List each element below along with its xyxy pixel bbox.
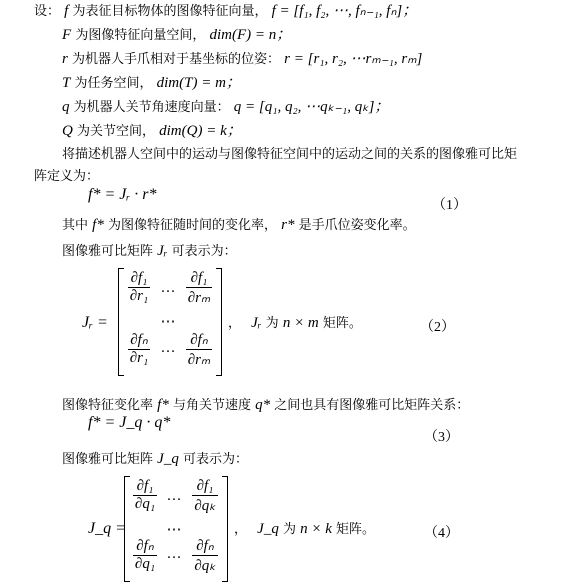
line-joint-relation <box>62 396 469 415</box>
equation-4-lhs: J_q = <box>88 520 126 537</box>
r-description: 为机器人手爪相对于基坐标的位姿： <box>71 52 280 67</box>
dimension-n-by-m: n × m <box>282 315 319 331</box>
matrix-cell-n1: $\frac{\text{∂fₙ}}{\text{∂r₁}}$ <box>129 332 149 366</box>
q-description: 为机器人关节角速度向量： <box>73 100 230 115</box>
equation-4-note <box>234 520 375 539</box>
symbol-q: q <box>62 99 70 115</box>
r-vector-equation: r = [r₁, r₂, ⋯rₘ₋₁, rₘ] <box>284 51 423 67</box>
F-dimension: dim(F) = n； <box>209 27 292 43</box>
matrix-q-hdots-bottom: … <box>166 546 182 562</box>
symbol-F: F <box>62 27 72 43</box>
matrix-cell-1m: $\frac{\text{∂f₁}}{\text{∂rₘ}}$ <box>187 270 211 306</box>
matrix-q-cell-11: $\frac{\text{∂f₁}}{\text{∂q₁}}$ <box>134 478 156 512</box>
symbol-f-rate-2: f* <box>157 397 169 413</box>
matrix-hdots-bottom: … <box>160 340 176 356</box>
symbol-f-rate: f* <box>92 217 104 233</box>
T-description: 为任务空间， <box>74 76 153 91</box>
matrix-cell-11: $\frac{\text{∂f₁}}{\text{∂r₁}}$ <box>129 270 149 304</box>
text-joint-velocity: 与角关节速度 <box>172 398 251 413</box>
jacobian-matrix-r <box>118 268 222 376</box>
paragraph-jacobian-intro-cont: 阵定义为： <box>34 169 100 184</box>
line-rates <box>62 216 416 235</box>
equation-2-note <box>228 314 362 333</box>
symbol-f: f <box>64 3 69 19</box>
comma-2: ， <box>234 522 248 537</box>
matrix-q-cell-n1: $\frac{\text{∂fₙ}}{\text{∂q₁}}$ <box>134 538 156 572</box>
text-qizhong: 其中 <box>62 218 89 233</box>
symbol-r: r <box>62 51 68 67</box>
line-Jr-intro <box>62 242 237 261</box>
symbol-Q: Q <box>62 123 73 139</box>
line-T-definition <box>62 74 241 93</box>
text-matrix: 矩阵。 <box>322 316 362 331</box>
matrix-q-hdots-top: … <box>166 488 182 504</box>
line-q-definition <box>62 98 389 117</box>
symbol-Jq-note: J_q <box>257 521 279 537</box>
right-bracket <box>222 476 228 582</box>
equation-3: f* = J_q · q* <box>88 414 171 431</box>
symbol-Jr: Jᵣ <box>157 243 168 259</box>
f-description: 为表征目标物体的图像特征向量， <box>72 4 268 19</box>
line-F-definition <box>62 26 291 45</box>
T-dimension: dim(T) = m； <box>156 75 241 91</box>
text-feature-rate: 图像特征变化率 <box>62 398 154 413</box>
dimension-n-by-k: n × k <box>300 521 332 537</box>
F-description: 为图像特征向量空间， <box>75 28 206 43</box>
text-wei: 为 <box>265 316 279 331</box>
comma: ， <box>228 316 242 331</box>
matrix-cell-nm: $\frac{\text{∂fₙ}}{\text{∂rₘ}}$ <box>187 332 211 368</box>
symbol-r-rate: r* <box>281 217 295 233</box>
text-can-be-expressed-2: 可表示为： <box>182 452 248 467</box>
q-vector-equation: q = [q₁, q₂, ⋯qₖ₋₁, qₖ]； <box>233 99 390 115</box>
equation-1: f* = Jᵣ · r* <box>88 186 157 203</box>
matrix-vdots-center: ⋯ <box>160 314 176 330</box>
matrix-q-vdots-center: ⋯ <box>166 522 182 538</box>
symbol-Jr-note: Jᵣ <box>251 315 262 331</box>
equation-1-number: （1） <box>432 198 467 213</box>
Q-dimension: dim(Q) = k； <box>159 123 242 139</box>
jacobian-matrix-q <box>124 476 228 582</box>
matrix-q-cell-1k: $\frac{\text{∂f₁}}{\text{∂qₖ}}$ <box>194 478 216 514</box>
matrix-q-cell-nk: $\frac{\text{∂fₙ}}{\text{∂qₖ}}$ <box>194 538 216 574</box>
intro-label: 设： <box>34 4 61 19</box>
r-rate-description: 是手爪位姿变化率。 <box>298 218 416 233</box>
text-matrix-2: 矩阵。 <box>336 522 376 537</box>
line-Q-definition <box>62 122 242 141</box>
text-jacobian-matrix-2: 图像雅可比矩阵 <box>62 452 154 467</box>
equation-3-number: （3） <box>424 430 459 445</box>
equation-4-number: （4） <box>424 526 459 541</box>
line-r-definition <box>62 50 422 69</box>
text-jacobian-matrix: 图像雅可比矩阵 <box>62 244 154 259</box>
f-vector-equation: f = [f₁, f₂, ⋯, fₙ₋₁, fₙ]； <box>271 3 418 19</box>
paragraph-jacobian-intro: 将描述机器人空间中的运动与图像特征空间中的运动之间的关系的图像雅可比矩 <box>62 147 518 162</box>
symbol-T: T <box>62 75 71 91</box>
symbol-q-rate: q* <box>255 397 271 413</box>
line-Jq-intro <box>62 450 248 469</box>
matrix-hdots-top: … <box>160 280 176 296</box>
f-rate-description: 为图像特征随时间的变化率， <box>107 218 277 233</box>
line-f-definition <box>34 2 417 21</box>
symbol-Jq: J_q <box>157 451 179 467</box>
text-wei-2: 为 <box>282 522 296 537</box>
equation-2-lhs: Jᵣ = <box>82 314 108 331</box>
text-can-be-expressed: 可表示为： <box>171 244 237 259</box>
text-relation: 之间也具有图像雅可比矩阵关系： <box>274 398 470 413</box>
equation-2-number: （2） <box>420 320 455 335</box>
right-bracket <box>216 268 222 376</box>
Q-description: 为关节空间， <box>76 124 155 139</box>
